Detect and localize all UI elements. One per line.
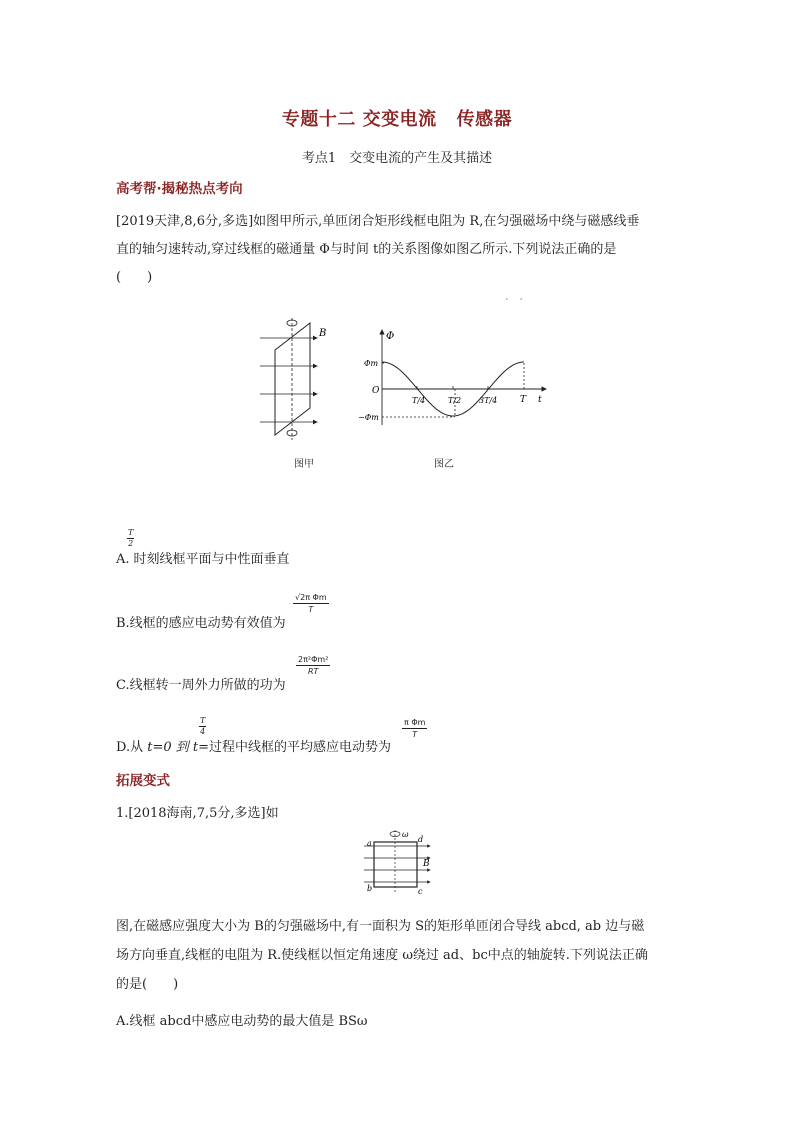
figure-square-loop	[362, 828, 437, 898]
figure-b-caption: 图乙	[434, 459, 454, 470]
figure-b-flux-graph	[358, 325, 553, 430]
fig-label-omega: ω	[402, 830, 409, 839]
option-d-fraction-emf: π Φm T	[404, 718, 426, 739]
q1-intro: 1.[2018海南,7,5分,多选]如	[116, 806, 279, 821]
fig-b-neg-phi-m-label: −Φm	[358, 413, 379, 422]
fig-label-c: c	[418, 887, 423, 896]
figure-a-caption: 图甲	[294, 459, 314, 470]
q1-line-3: 的是( )	[116, 977, 179, 992]
fig-b-tick-t2: T/2	[448, 396, 462, 405]
section-heading-tuozhan: 拓展变式	[116, 773, 170, 789]
fig-label-a: a	[367, 839, 372, 848]
question-line-2: 直的轴匀速转动,穿过线框的磁通量 Φ与时间 t的关系图像如图乙所示.下列说法正确的是	[116, 242, 617, 257]
option-a-fraction: T 2	[128, 528, 134, 548]
fig-a-label-b: B	[319, 328, 327, 339]
fig-label-field: B	[423, 859, 430, 869]
option-d-fraction-t4: T 4	[200, 716, 206, 736]
fig-b-tick-t4: T/4	[412, 396, 426, 405]
page-subtitle: 考点1 交变电流的产生及其描述	[301, 151, 493, 166]
option-a: A. 时刻线框平面与中性面垂直	[116, 552, 290, 567]
option-c: C.线框转一周外力所做的功为	[116, 678, 286, 693]
option-d: D.从 t=0 到 t=过程中线框的平均感应电动势为	[116, 740, 392, 755]
page-title: 专题十二 交变电流 传感器	[281, 109, 513, 130]
section-heading-gaokaobang: 高考帮·揭秘热点考向	[116, 181, 243, 197]
option-b: B.线框的感应电动势有效值为	[116, 616, 286, 631]
option-c-fraction: 2π²Φm² RT	[298, 655, 329, 676]
fig-label-d: d	[418, 835, 424, 844]
fig-b-tick-3t4: 3T/4	[479, 396, 498, 405]
question-line-1: [2019天津,8,6分,多选]如图甲所示,单匝闭合矩形线框电阻为 R,在匀强磁场中绕与磁感线垂	[116, 214, 640, 229]
stray-mark: ˋ ˊ	[505, 299, 524, 309]
fig-b-phi-m-label: Φm	[364, 359, 379, 368]
q1-line-2: 场方向垂直,线框的电阻为 R.使线框以恒定角速度 ω绕过 ad、bc中点的轴旋转.下列说法正确	[116, 948, 648, 963]
figure-a-rotating-frame	[255, 318, 335, 443]
option-b-fraction: √2π Φm T	[295, 593, 327, 614]
fig-label-b: b	[367, 884, 373, 893]
fig-b-x-axis-label: t	[538, 395, 542, 405]
fig-b-tick-t: T	[520, 395, 527, 405]
q1-option-a: A.线框 abcd中感应电动势的最大值是 BSω	[116, 1014, 368, 1029]
question-line-3: ( )	[116, 270, 153, 285]
fig-b-origin-label: O	[372, 386, 380, 396]
q1-line-1: 图,在磁感应强度大小为 B的匀强磁场中,有一面积为 S的矩形单匝闭合导线 abcd, ab 边与磁	[116, 919, 645, 934]
fig-b-y-axis-label: Φ	[386, 331, 395, 342]
